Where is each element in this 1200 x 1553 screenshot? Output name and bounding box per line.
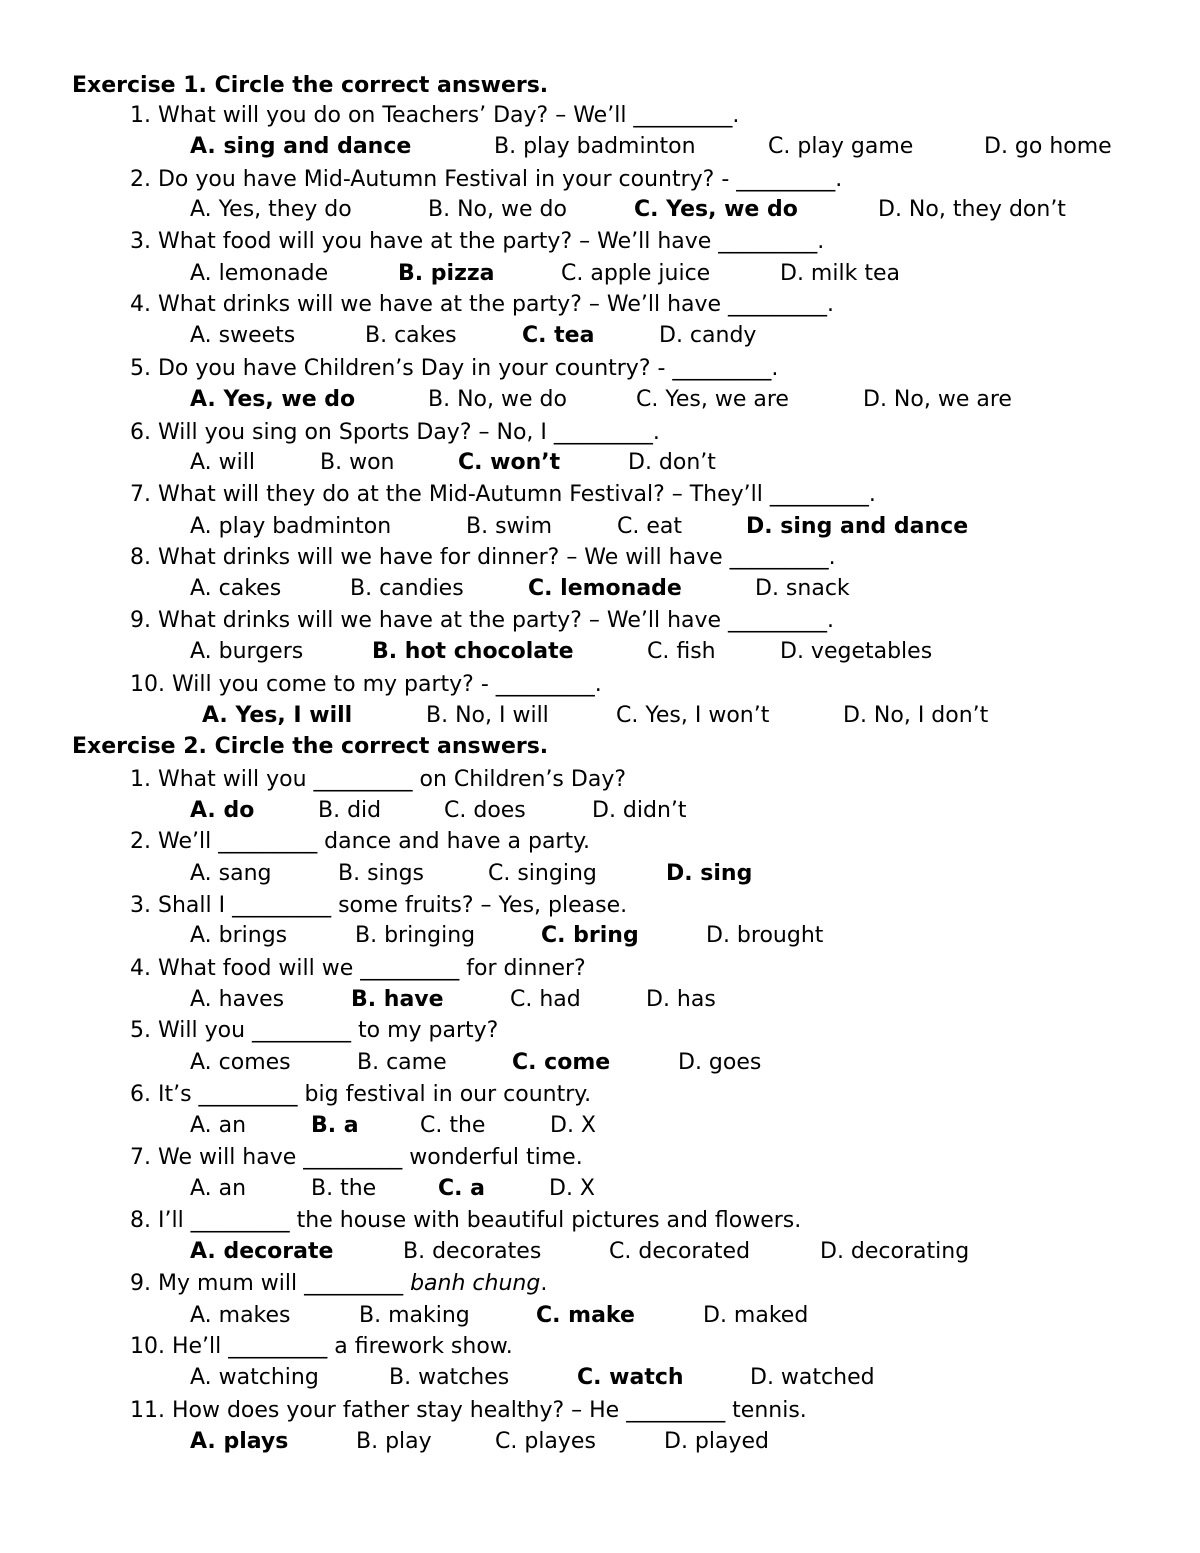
- answer-option[interactable]: C. Yes, we are: [636, 387, 789, 412]
- answer-option[interactable]: C. singing: [488, 861, 597, 886]
- answer-option-correct[interactable]: B. a: [311, 1113, 359, 1138]
- answer-option[interactable]: C. does: [444, 798, 526, 823]
- question-text: 4. What food will we _________ for dinner?: [130, 956, 586, 981]
- answer-option[interactable]: B. did: [318, 798, 382, 823]
- answer-option[interactable]: A. cakes: [190, 576, 282, 601]
- answer-option-correct[interactable]: C. bring: [541, 923, 639, 948]
- answer-option-correct[interactable]: B. hot chocolate: [372, 639, 574, 664]
- answer-option-correct[interactable]: C. make: [536, 1303, 635, 1328]
- answer-option[interactable]: D. No, we are: [863, 387, 1012, 412]
- answer-option[interactable]: D. watched: [750, 1365, 875, 1390]
- answer-option[interactable]: D. snack: [755, 576, 850, 601]
- question-text: 8. I’ll _________ the house with beautiful pictures and flowers.: [130, 1208, 802, 1233]
- answer-option[interactable]: C. eat: [617, 514, 682, 539]
- answer-option[interactable]: D. decorating: [820, 1239, 970, 1264]
- question-text: 2. Do you have Mid-Autumn Festival in your country? - _________.: [130, 167, 843, 192]
- answer-option[interactable]: D. candy: [659, 323, 757, 348]
- answer-option-correct[interactable]: C. come: [512, 1050, 611, 1075]
- answer-option[interactable]: B. the: [311, 1176, 377, 1201]
- answer-option[interactable]: D. milk tea: [780, 261, 900, 286]
- question-text: [130, 1270, 547, 1298]
- question-text: 2. We’ll _________ dance and have a party.: [130, 829, 591, 854]
- question-text-italic: banh chung: [410, 1271, 541, 1296]
- answer-option-correct[interactable]: A. do: [190, 798, 255, 823]
- answer-option-correct[interactable]: B. pizza: [398, 261, 495, 286]
- question-text: 11. How does your father stay healthy? – He _________ tennis.: [130, 1398, 807, 1423]
- answer-option[interactable]: C. apple juice: [561, 261, 711, 286]
- question-text: 8. What drinks will we have for dinner? – We will have _________.: [130, 545, 836, 570]
- question-text: 6. It’s _________ big festival in our country.: [130, 1082, 592, 1107]
- answer-option-correct[interactable]: C. won’t: [458, 450, 561, 475]
- question-text: 7. What will they do at the Mid-Autumn Festival? – They’ll _________.: [130, 482, 876, 507]
- answer-option-correct[interactable]: A. plays: [190, 1429, 289, 1454]
- answer-option[interactable]: A. watching: [190, 1365, 319, 1390]
- answer-option[interactable]: B. watches: [389, 1365, 510, 1390]
- answer-option[interactable]: D. No, I don’t: [843, 703, 989, 728]
- answer-option[interactable]: A. play badminton: [190, 514, 392, 539]
- question-text: 10. Will you come to my party? - _________.: [130, 672, 602, 697]
- question-text: 1. What will you _________ on Children’s Day?: [130, 767, 627, 792]
- answer-option[interactable]: A. Yes, they do: [190, 197, 352, 222]
- answer-option[interactable]: D. don’t: [628, 450, 716, 475]
- answer-option-correct[interactable]: D. sing and dance: [746, 514, 969, 539]
- answer-option[interactable]: B. came: [357, 1050, 447, 1075]
- answer-option[interactable]: C. fish: [647, 639, 716, 664]
- answer-option[interactable]: D. has: [646, 987, 716, 1012]
- answer-option[interactable]: A. comes: [190, 1050, 291, 1075]
- answer-option[interactable]: D. vegetables: [780, 639, 933, 664]
- answer-option[interactable]: B. No, I will: [426, 703, 549, 728]
- answer-option[interactable]: D. brought: [706, 923, 824, 948]
- answer-option-correct[interactable]: A. decorate: [190, 1239, 334, 1264]
- exercise-heading: Exercise 1. Circle the correct answers.: [72, 73, 549, 98]
- question-text: 6. Will you sing on Sports Day? – No, I _________.: [130, 420, 660, 445]
- answer-option[interactable]: D. No, they don’t: [878, 197, 1066, 222]
- answer-option[interactable]: C. decorated: [609, 1239, 751, 1264]
- answer-option[interactable]: D. goes: [678, 1050, 762, 1075]
- answer-option[interactable]: B. decorates: [403, 1239, 542, 1264]
- answer-option[interactable]: B. won: [320, 450, 395, 475]
- answer-option[interactable]: A. haves: [190, 987, 285, 1012]
- answer-option[interactable]: C. had: [510, 987, 581, 1012]
- question-text: 5. Do you have Children’s Day in your country? - _________.: [130, 356, 779, 381]
- answer-option[interactable]: D. X: [550, 1113, 596, 1138]
- question-text: 10. He’ll _________ a firework show.: [130, 1334, 513, 1359]
- answer-option[interactable]: D. go home: [984, 134, 1112, 159]
- answer-option-correct[interactable]: A. Yes, I will: [202, 703, 353, 728]
- question-text: 1. What will you do on Teachers’ Day? – We’ll _________.: [130, 103, 740, 128]
- answer-option-correct[interactable]: A. sing and dance: [190, 134, 412, 159]
- answer-option[interactable]: B. play: [356, 1429, 432, 1454]
- answer-option[interactable]: C. the: [420, 1113, 486, 1138]
- exercise-heading: Exercise 2. Circle the correct answers.: [72, 734, 549, 759]
- answer-option[interactable]: A. lemonade: [190, 261, 329, 286]
- answer-option[interactable]: C. playes: [495, 1429, 596, 1454]
- question-text-part: .: [540, 1271, 548, 1296]
- answer-option[interactable]: A. will: [190, 450, 255, 475]
- answer-option-correct[interactable]: C. Yes, we do: [634, 197, 798, 222]
- answer-option[interactable]: A. makes: [190, 1303, 291, 1328]
- answer-option[interactable]: C. Yes, I won’t: [616, 703, 770, 728]
- answer-option[interactable]: B. cakes: [365, 323, 457, 348]
- question-text-part: 9. My mum will _________: [130, 1271, 411, 1296]
- answer-option[interactable]: D. maked: [703, 1303, 809, 1328]
- question-text: 9. What drinks will we have at the party? – We’ll have _________.: [130, 608, 835, 633]
- answer-option[interactable]: B. swim: [466, 514, 553, 539]
- answer-option-correct[interactable]: C. a: [438, 1176, 486, 1201]
- answer-option[interactable]: B. making: [359, 1303, 470, 1328]
- answer-option[interactable]: B. No, we do: [428, 197, 567, 222]
- answer-option[interactable]: A. burgers: [190, 639, 304, 664]
- answer-option[interactable]: D. didn’t: [592, 798, 687, 823]
- answer-option-correct[interactable]: C. watch: [577, 1365, 684, 1390]
- answer-option-correct[interactable]: D. sing: [666, 861, 753, 886]
- answer-option[interactable]: B. No, we do: [428, 387, 567, 412]
- answer-option-correct[interactable]: A. Yes, we do: [190, 387, 356, 412]
- answer-option[interactable]: B. sings: [338, 861, 425, 886]
- answer-option-correct[interactable]: B. have: [351, 987, 444, 1012]
- answer-option[interactable]: A. sweets: [190, 323, 296, 348]
- answer-option[interactable]: A. sang: [190, 861, 272, 886]
- answer-option[interactable]: A. an: [190, 1113, 247, 1138]
- question-text: 7. We will have _________ wonderful time.: [130, 1145, 583, 1170]
- answer-option[interactable]: D. X: [549, 1176, 595, 1201]
- answer-option[interactable]: D. played: [664, 1429, 770, 1454]
- answer-option[interactable]: C. play game: [768, 134, 914, 159]
- answer-option[interactable]: A. brings: [190, 923, 288, 948]
- question-text: 3. Shall I _________ some fruits? – Yes, please.: [130, 893, 628, 918]
- answer-option-correct[interactable]: C. lemonade: [528, 576, 682, 601]
- answer-option-correct[interactable]: C. tea: [522, 323, 595, 348]
- question-text: 5. Will you _________ to my party?: [130, 1018, 499, 1043]
- question-text: 3. What food will you have at the party? – We’ll have _________.: [130, 229, 825, 254]
- question-text: 4. What drinks will we have at the party? – We’ll have _________.: [130, 292, 835, 317]
- answer-option[interactable]: B. bringing: [355, 923, 476, 948]
- answer-option[interactable]: A. an: [190, 1176, 247, 1201]
- answer-option[interactable]: B. play badminton: [494, 134, 696, 159]
- answer-option[interactable]: B. candies: [350, 576, 464, 601]
